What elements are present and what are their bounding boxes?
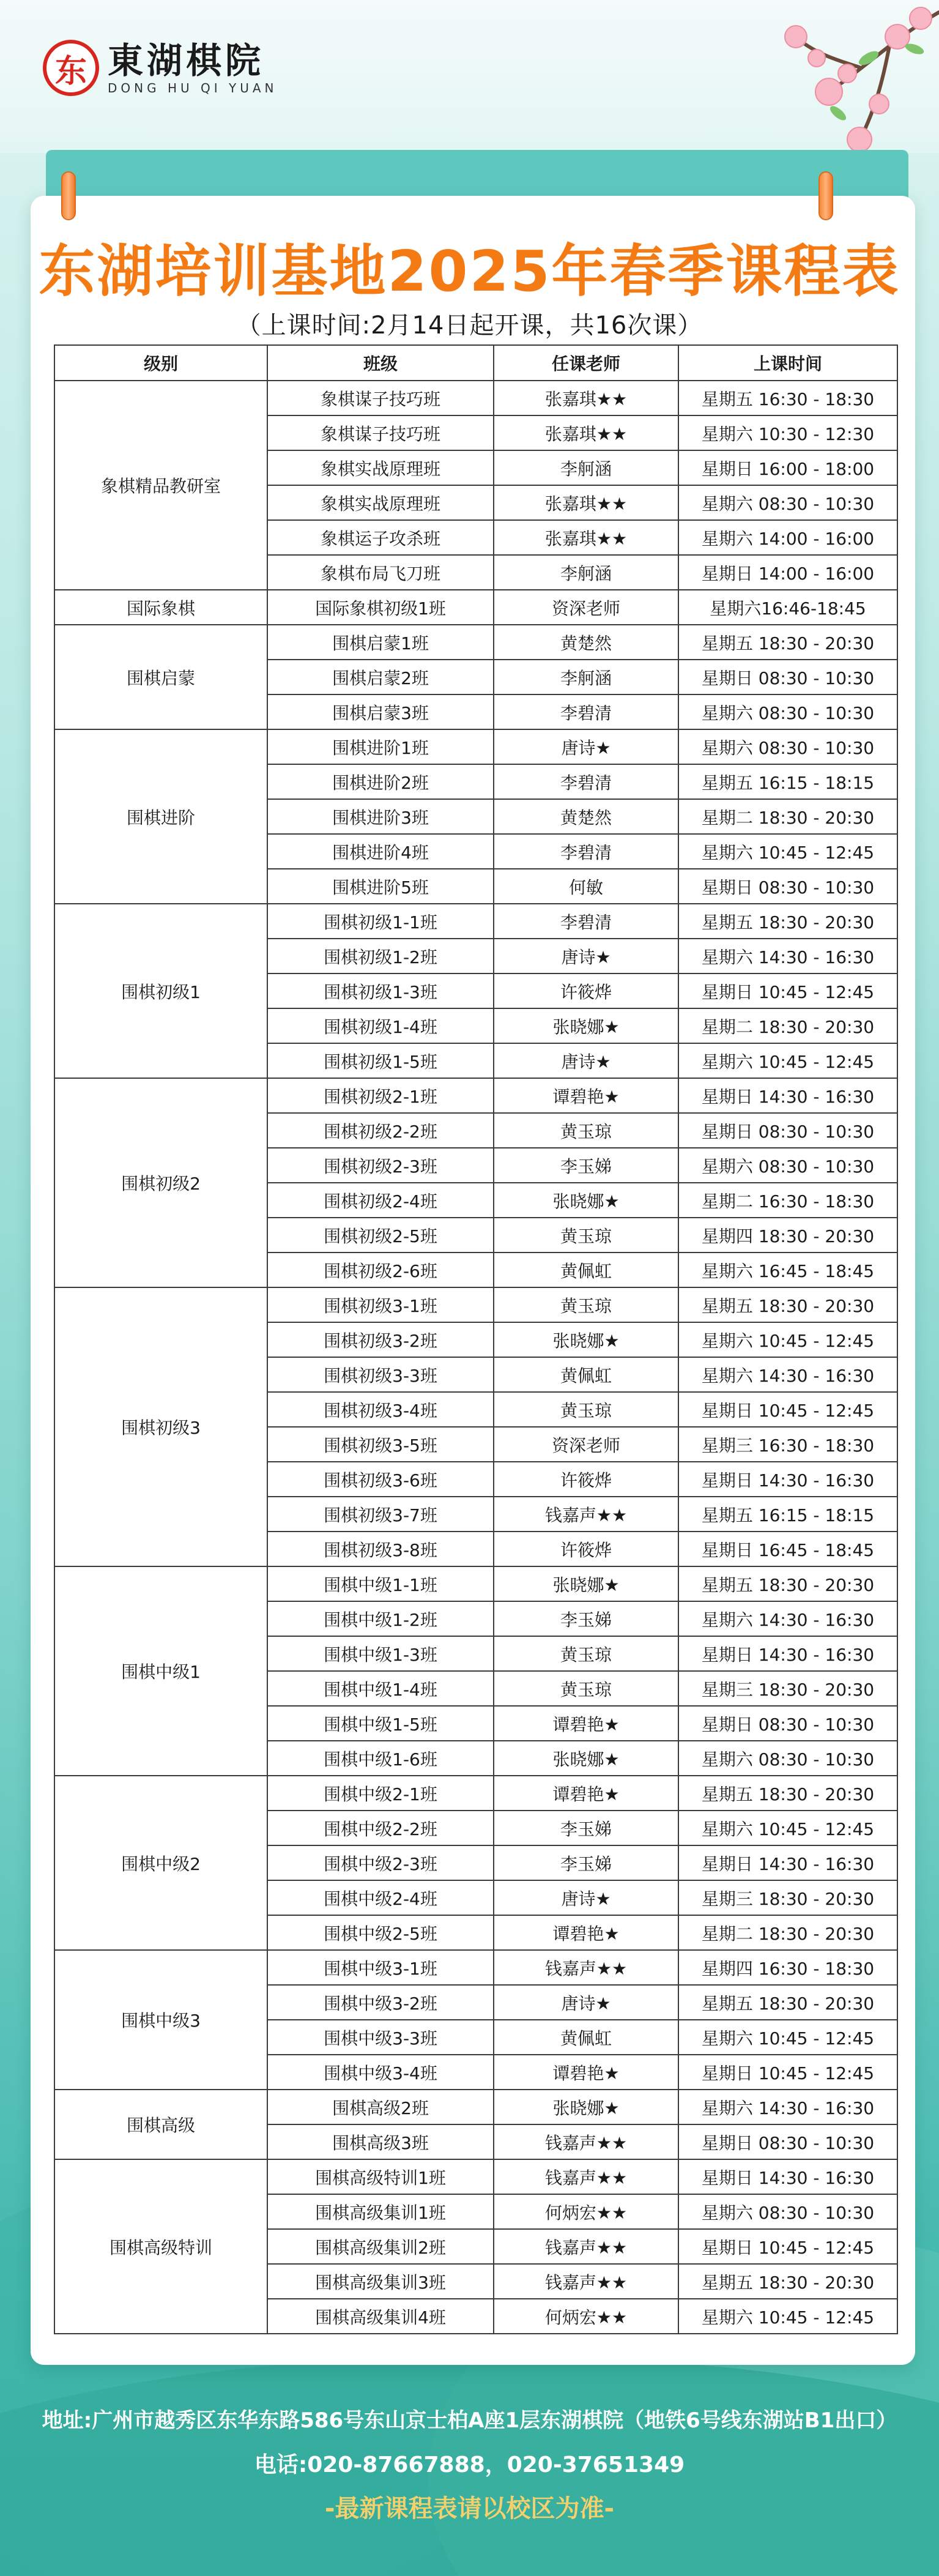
class-time-cell: 星期五 16:30 - 18:30 (678, 381, 897, 415)
class-name-cell: 围棋中级1-6班 (267, 1741, 494, 1776)
header-time: 上课时间 (678, 345, 897, 381)
class-name-cell: 围棋进阶1班 (267, 729, 494, 764)
class-name-cell: 围棋启蒙3班 (267, 694, 494, 729)
class-name-cell: 象棋实战原理班 (267, 485, 494, 520)
level-cell: 围棋中级3 (54, 1950, 267, 2090)
teacher-name-cell: 张嘉琪★★ (494, 415, 678, 450)
table-row (54, 904, 897, 939)
class-time-cell: 星期二 18:30 - 20:30 (678, 1008, 897, 1043)
class-time-cell: 星期日 16:00 - 18:00 (678, 450, 897, 485)
class-time-cell: 星期日 08:30 - 10:30 (678, 660, 897, 694)
teacher-name-cell: 李碧清 (494, 834, 678, 869)
header-teacher: 任课老师 (494, 345, 678, 381)
class-time-cell: 星期三 18:30 - 20:30 (678, 1671, 897, 1706)
teacher-name-cell: 唐诗★ (494, 1043, 678, 1078)
class-name-cell: 围棋高级集训3班 (267, 2264, 494, 2299)
class-time-cell: 星期六 10:45 - 12:45 (678, 1322, 897, 1357)
class-name-cell: 围棋中级2-3班 (267, 1845, 494, 1880)
class-name-cell: 围棋初级2-3班 (267, 1148, 494, 1183)
class-time-cell: 星期日 14:00 - 16:00 (678, 555, 897, 590)
class-time-cell: 星期日 16:45 - 18:45 (678, 1532, 897, 1566)
class-name-cell: 围棋进阶2班 (267, 764, 494, 799)
teacher-name-cell: 张嘉琪★★ (494, 485, 678, 520)
table-row (54, 2090, 897, 2124)
teacher-name-cell: 黄玉琼 (494, 1113, 678, 1148)
class-time-cell: 星期六 10:30 - 12:30 (678, 415, 897, 450)
table-row (54, 1566, 897, 1601)
teacher-name-cell: 许筱烨 (494, 1532, 678, 1566)
class-time-cell: 星期六 08:30 - 10:30 (678, 1148, 897, 1183)
level-cell: 围棋中级1 (54, 1566, 267, 1776)
class-time-cell: 星期六 08:30 - 10:30 (678, 694, 897, 729)
class-time-cell: 星期二 16:30 - 18:30 (678, 1183, 897, 1218)
teacher-name-cell: 资深老师 (494, 1427, 678, 1462)
class-time-cell: 星期日 10:45 - 12:45 (678, 2229, 897, 2264)
table-row (54, 1287, 897, 1322)
teacher-name-cell: 唐诗★ (494, 1880, 678, 1915)
class-name-cell: 围棋高级3班 (267, 2124, 494, 2159)
teacher-name-cell: 许筱烨 (494, 973, 678, 1008)
class-name-cell: 围棋中级2-1班 (267, 1776, 494, 1811)
level-cell: 象棋精品教研室 (54, 381, 267, 590)
class-time-cell: 星期五 18:30 - 20:30 (678, 2264, 897, 2299)
class-time-cell: 星期六 10:45 - 12:45 (678, 1043, 897, 1078)
class-time-cell: 星期四 18:30 - 20:30 (678, 1218, 897, 1253)
teacher-name-cell: 钱嘉声★★ (494, 1950, 678, 1985)
brand-logo (43, 40, 278, 96)
class-name-cell: 围棋初级1-4班 (267, 1008, 494, 1043)
class-name-cell: 国际象棋初级1班 (267, 590, 494, 625)
level-cell: 围棋进阶 (54, 729, 267, 904)
class-name-cell: 围棋高级集训2班 (267, 2229, 494, 2264)
class-time-cell: 星期日 08:30 - 10:30 (678, 1113, 897, 1148)
class-name-cell: 围棋进阶5班 (267, 869, 494, 904)
class-name-cell: 围棋初级3-8班 (267, 1532, 494, 1566)
level-cell: 国际象棋 (54, 590, 267, 625)
class-name-cell: 围棋初级1-1班 (267, 904, 494, 939)
teacher-name-cell: 李碧清 (494, 904, 678, 939)
class-name-cell: 围棋中级1-5班 (267, 1706, 494, 1741)
class-time-cell: 星期六 14:30 - 16:30 (678, 1357, 897, 1392)
teacher-name-cell: 何敏 (494, 869, 678, 904)
class-name-cell: 围棋中级2-5班 (267, 1915, 494, 1950)
teacher-name-cell: 谭碧艳★ (494, 1776, 678, 1811)
table-row (54, 729, 897, 764)
schedule-table (54, 344, 898, 2334)
teacher-name-cell: 张晓娜★ (494, 1566, 678, 1601)
class-name-cell: 围棋初级1-3班 (267, 973, 494, 1008)
page-subtitle: （上课时间:2月14日起开课，共16次课） (236, 311, 703, 340)
level-cell: 围棋中级2 (54, 1776, 267, 1950)
class-name-cell: 象棋布局飞刀班 (267, 555, 494, 590)
class-name-cell: 围棋高级2班 (267, 2090, 494, 2124)
level-cell: 围棋高级 (54, 2090, 267, 2159)
class-time-cell: 星期六 14:30 - 16:30 (678, 2090, 897, 2124)
class-time-cell: 星期六 16:45 - 18:45 (678, 1253, 897, 1287)
teacher-name-cell: 黄玉琼 (494, 1218, 678, 1253)
class-name-cell: 围棋初级2-2班 (267, 1113, 494, 1148)
class-time-cell: 星期五 18:30 - 20:30 (678, 1985, 897, 2020)
class-name-cell: 围棋初级2-5班 (267, 1218, 494, 1253)
class-time-cell: 星期六 10:45 - 12:45 (678, 2299, 897, 2334)
class-name-cell: 围棋高级集训4班 (267, 2299, 494, 2334)
teacher-name-cell: 谭碧艳★ (494, 1706, 678, 1741)
class-time-cell: 星期日 14:30 - 16:30 (678, 1462, 897, 1497)
class-time-cell: 星期六 14:00 - 16:00 (678, 520, 897, 555)
header-class: 班级 (267, 345, 494, 381)
class-time-cell: 星期日 08:30 - 10:30 (678, 2124, 897, 2159)
teacher-name-cell: 黄玉琼 (494, 1671, 678, 1706)
teacher-name-cell: 张晓娜★ (494, 1183, 678, 1218)
class-time-cell: 星期五 18:30 - 20:30 (678, 625, 897, 660)
class-name-cell: 围棋启蒙2班 (267, 660, 494, 694)
table-row (54, 590, 897, 625)
class-name-cell: 围棋中级3-2班 (267, 1985, 494, 2020)
class-time-cell: 星期六 08:30 - 10:30 (678, 2194, 897, 2229)
page-title: 东湖培训基地2025年春季课程表 (39, 239, 900, 304)
teacher-name-cell: 李玉娣 (494, 1845, 678, 1880)
teacher-name-cell: 谭碧艳★ (494, 1078, 678, 1113)
teacher-name-cell: 黄佩虹 (494, 1357, 678, 1392)
class-time-cell: 星期日 14:30 - 16:30 (678, 1845, 897, 1880)
class-time-cell: 星期五 16:15 - 18:15 (678, 764, 897, 799)
class-time-cell: 星期六 14:30 - 16:30 (678, 939, 897, 973)
teacher-name-cell: 李玉娣 (494, 1811, 678, 1845)
teacher-name-cell: 张嘉琪★★ (494, 381, 678, 415)
class-name-cell: 围棋高级特训1班 (267, 2159, 494, 2194)
class-time-cell: 星期五 18:30 - 20:30 (678, 1566, 897, 1601)
teacher-name-cell: 谭碧艳★ (494, 2055, 678, 2090)
table-row (54, 1950, 897, 1985)
level-cell: 围棋启蒙 (54, 625, 267, 729)
pin-icon (818, 171, 833, 220)
teacher-name-cell: 张嘉琪★★ (494, 520, 678, 555)
footer-phone: 电话:020-87667888，020-37651349 (254, 2452, 685, 2477)
class-time-cell: 星期日 10:45 - 12:45 (678, 1392, 897, 1427)
schedule-body (54, 381, 897, 2334)
class-time-cell: 星期五 16:15 - 18:15 (678, 1497, 897, 1532)
teacher-name-cell: 李玉娣 (494, 1148, 678, 1183)
class-time-cell: 星期六 08:30 - 10:30 (678, 485, 897, 520)
table-header-row (54, 345, 897, 381)
class-name-cell: 象棋实战原理班 (267, 450, 494, 485)
class-name-cell: 围棋初级1-5班 (267, 1043, 494, 1078)
class-name-cell: 围棋初级3-1班 (267, 1287, 494, 1322)
class-name-cell: 围棋进阶4班 (267, 834, 494, 869)
footer-note: -最新课程表请以校区为准- (324, 2495, 615, 2523)
brand-name-cn: 東湖棋院 (108, 40, 265, 81)
class-name-cell: 围棋初级3-3班 (267, 1357, 494, 1392)
teacher-name-cell: 李舸涵 (494, 660, 678, 694)
teacher-name-cell: 黄玉琼 (494, 1287, 678, 1322)
table-row (54, 625, 897, 660)
header-level: 级别 (54, 345, 267, 381)
teacher-name-cell: 钱嘉声★★ (494, 2229, 678, 2264)
class-time-cell: 星期日 08:30 - 10:30 (678, 1706, 897, 1741)
class-name-cell: 围棋初级3-2班 (267, 1322, 494, 1357)
class-time-cell: 星期日 14:30 - 16:30 (678, 1636, 897, 1671)
class-name-cell: 围棋进阶3班 (267, 799, 494, 834)
class-time-cell: 星期六 08:30 - 10:30 (678, 729, 897, 764)
class-name-cell: 围棋启蒙1班 (267, 625, 494, 660)
teacher-name-cell: 黄玉琼 (494, 1636, 678, 1671)
teacher-name-cell: 张晓娜★ (494, 1322, 678, 1357)
class-name-cell: 围棋中级1-2班 (267, 1601, 494, 1636)
teacher-name-cell: 李舸涵 (494, 555, 678, 590)
class-name-cell: 围棋中级2-4班 (267, 1880, 494, 1915)
teacher-name-cell: 张晓娜★ (494, 1741, 678, 1776)
teacher-name-cell: 钱嘉声★★ (494, 2264, 678, 2299)
class-time-cell: 星期三 18:30 - 20:30 (678, 1880, 897, 1915)
teacher-name-cell: 黄佩虹 (494, 2020, 678, 2055)
teacher-name-cell: 张晓娜★ (494, 1008, 678, 1043)
pin-icon (61, 171, 76, 220)
teacher-name-cell: 李碧清 (494, 764, 678, 799)
teacher-name-cell: 唐诗★ (494, 939, 678, 973)
class-name-cell: 围棋初级2-1班 (267, 1078, 494, 1113)
class-name-cell: 围棋中级3-4班 (267, 2055, 494, 2090)
table-row (54, 1776, 897, 1811)
teacher-name-cell: 资深老师 (494, 590, 678, 625)
level-cell: 围棋初级3 (54, 1287, 267, 1566)
class-time-cell: 星期四 16:30 - 18:30 (678, 1950, 897, 1985)
teacher-name-cell: 黄楚然 (494, 625, 678, 660)
level-cell: 围棋初级1 (54, 904, 267, 1078)
class-time-cell: 星期二 18:30 - 20:30 (678, 799, 897, 834)
class-name-cell: 象棋谋子技巧班 (267, 381, 494, 415)
table-row (54, 1078, 897, 1113)
class-name-cell: 围棋中级1-3班 (267, 1636, 494, 1671)
class-name-cell: 围棋初级2-6班 (267, 1253, 494, 1287)
class-time-cell: 星期六 10:45 - 12:45 (678, 2020, 897, 2055)
level-cell: 围棋初级2 (54, 1078, 267, 1287)
teacher-name-cell: 钱嘉声★★ (494, 2159, 678, 2194)
class-time-cell: 星期日 14:30 - 16:30 (678, 2159, 897, 2194)
class-time-cell: 星期六16:46-18:45 (678, 590, 897, 625)
class-name-cell: 象棋运子攻杀班 (267, 520, 494, 555)
class-name-cell: 围棋中级2-2班 (267, 1811, 494, 1845)
teacher-name-cell: 何炳宏★★ (494, 2299, 678, 2334)
class-time-cell: 星期三 16:30 - 18:30 (678, 1427, 897, 1462)
teacher-name-cell: 李玉娣 (494, 1601, 678, 1636)
class-name-cell: 围棋中级3-1班 (267, 1950, 494, 1985)
class-time-cell: 星期日 14:30 - 16:30 (678, 1078, 897, 1113)
class-name-cell: 围棋初级3-5班 (267, 1427, 494, 1462)
class-time-cell: 星期日 08:30 - 10:30 (678, 869, 897, 904)
class-time-cell: 星期六 10:45 - 12:45 (678, 834, 897, 869)
teacher-name-cell: 张晓娜★ (494, 2090, 678, 2124)
class-time-cell: 星期六 14:30 - 16:30 (678, 1601, 897, 1636)
teacher-name-cell: 何炳宏★★ (494, 2194, 678, 2229)
teacher-name-cell: 谭碧艳★ (494, 1915, 678, 1950)
class-time-cell: 星期六 10:45 - 12:45 (678, 1811, 897, 1845)
class-name-cell: 围棋初级3-6班 (267, 1462, 494, 1497)
class-name-cell: 围棋中级3-3班 (267, 2020, 494, 2055)
table-row (54, 2159, 897, 2194)
level-cell: 围棋高级特训 (54, 2159, 267, 2334)
teacher-name-cell: 李碧清 (494, 694, 678, 729)
teacher-name-cell: 黄玉琼 (494, 1392, 678, 1427)
class-time-cell: 星期五 18:30 - 20:30 (678, 1776, 897, 1811)
footer-address: 地址:广州市越秀区东华东路586号东山京士柏A座1层东湖棋院（地铁6号线东湖站B1出口） (42, 2408, 897, 2433)
logo-mark-icon: 东 (43, 40, 99, 96)
class-name-cell: 围棋高级集训1班 (267, 2194, 494, 2229)
class-name-cell: 围棋中级1-1班 (267, 1566, 494, 1601)
class-name-cell: 围棋中级1-4班 (267, 1671, 494, 1706)
class-name-cell: 围棋初级2-4班 (267, 1183, 494, 1218)
class-time-cell: 星期六 08:30 - 10:30 (678, 1741, 897, 1776)
brand-name-en: DONG HU QI YUAN (108, 81, 278, 95)
table-row (54, 381, 897, 415)
class-time-cell: 星期日 10:45 - 12:45 (678, 2055, 897, 2090)
class-name-cell: 围棋初级1-2班 (267, 939, 494, 973)
teacher-name-cell: 李舸涵 (494, 450, 678, 485)
teacher-name-cell: 黄楚然 (494, 799, 678, 834)
teacher-name-cell: 黄佩虹 (494, 1253, 678, 1287)
teacher-name-cell: 许筱烨 (494, 1462, 678, 1497)
teacher-name-cell: 唐诗★ (494, 729, 678, 764)
class-name-cell: 围棋初级3-7班 (267, 1497, 494, 1532)
cherry-blossom-decoration (737, 0, 939, 159)
teacher-name-cell: 钱嘉声★★ (494, 2124, 678, 2159)
class-name-cell: 象棋谋子技巧班 (267, 415, 494, 450)
class-time-cell: 星期五 18:30 - 20:30 (678, 1287, 897, 1322)
class-time-cell: 星期二 18:30 - 20:30 (678, 1915, 897, 1950)
class-time-cell: 星期日 10:45 - 12:45 (678, 973, 897, 1008)
class-name-cell: 围棋初级3-4班 (267, 1392, 494, 1427)
teacher-name-cell: 钱嘉声★★ (494, 1497, 678, 1532)
class-time-cell: 星期五 18:30 - 20:30 (678, 904, 897, 939)
teacher-name-cell: 唐诗★ (494, 1985, 678, 2020)
